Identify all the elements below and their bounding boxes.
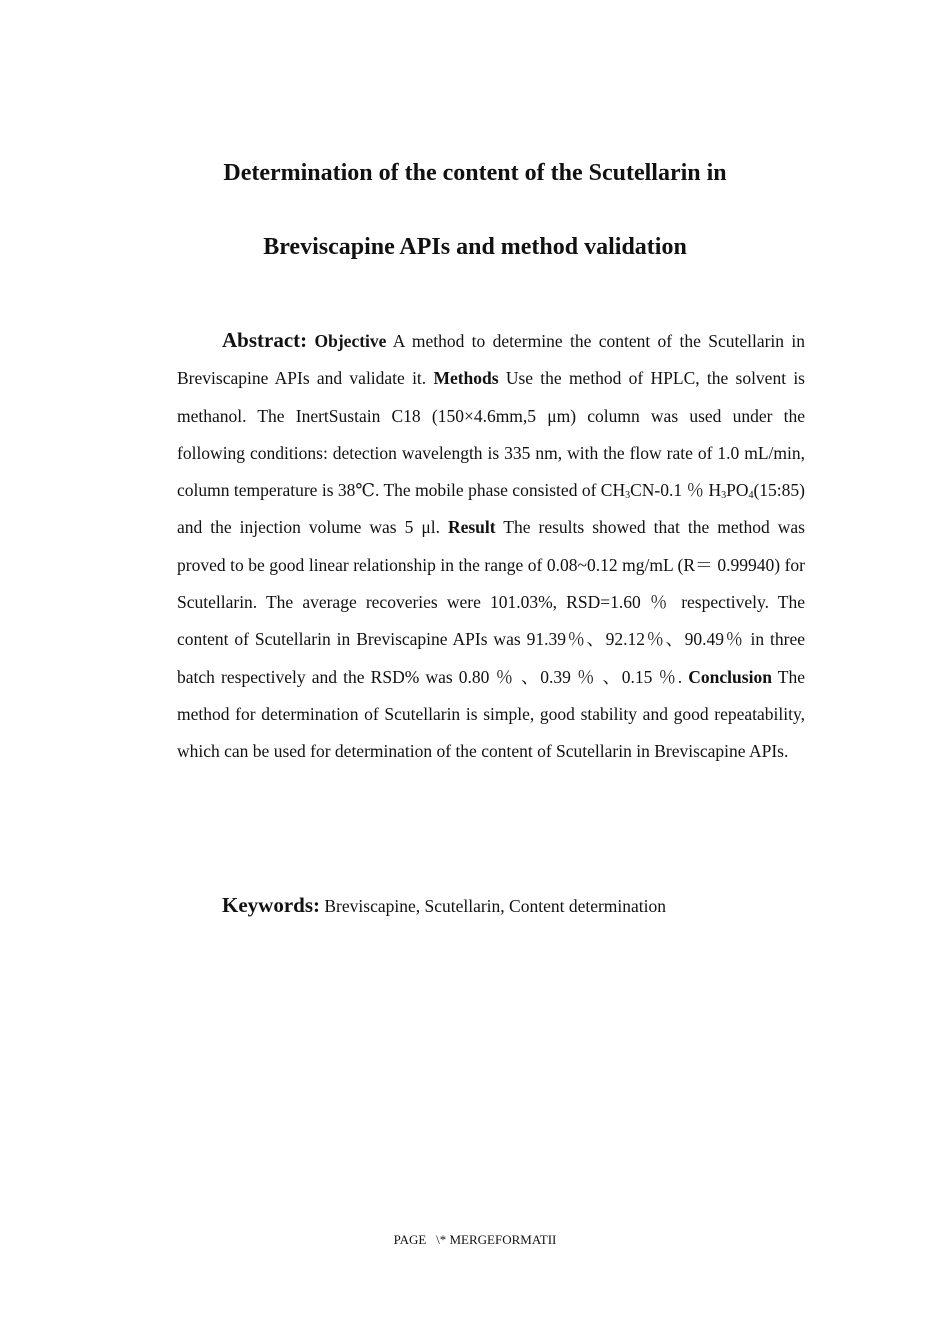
abstract-label: Abstract:: [222, 328, 308, 352]
methods-text: (15:85) and the injection volume was 5 μl.: [177, 480, 805, 538]
result-label: Result: [447, 517, 496, 538]
abstract-paragraph: [177, 322, 805, 771]
keywords-text: Breviscapine, Scutellarin, Content determination: [320, 896, 667, 916]
subscript-4: 4: [748, 490, 754, 502]
methods-text: PO: [726, 480, 749, 501]
objective-text: A method to determine the content of the Scutellarin in Breviscapine APIs and validate it.: [177, 331, 806, 389]
methods-text: Use the method of HPLC, the solvent is methanol. The InertSustain C18 (150×4.6mm,5 μm) column was used under the following conditions: detection wavelength is 335 nm, with the flow rate of 1.0 mL/min, column temperature is 38℃. The mobile phase consisted of CH: [177, 368, 805, 501]
objective-label: Objective: [314, 331, 387, 351]
subscript-3: 3: [625, 490, 631, 502]
subscript-3: 3: [721, 490, 727, 502]
conclusion-label: Conclusion: [688, 666, 772, 687]
keywords-line: [222, 893, 666, 918]
result-text: The results showed that the method was proved to be good linear relationship in the range of 0.08~0.12 mg/mL (R＝ 0.99940) for Scutellarin. The average recoveries were 101.03%, RSD=1.60 ％ respectively. The content of Scutellarin in Breviscapine APIs was 91.39％、92.12％、90.49％ in three batch respectively and the RSD% was 0.80 ％ 、0.39 ％ 、0.15 ％.: [177, 517, 805, 687]
title-line-2: Breviscapine APIs and method validation: [263, 234, 687, 260]
conclusion-text: The method for determination of Scutellarin is simple, good stability and good repeatability, which can be used for determination of the content of Scutellarin in Breviscapine APIs.: [177, 666, 805, 762]
methods-text: CN-0.1 ％ H: [630, 480, 722, 501]
keywords-label: Keywords:: [222, 893, 320, 917]
methods-label: Methods: [433, 368, 499, 389]
title-line-1: Determination of the content of the Scutellarin in: [223, 160, 727, 186]
page-footer: PAGE \* MERGEFORMATII: [393, 1232, 557, 1247]
